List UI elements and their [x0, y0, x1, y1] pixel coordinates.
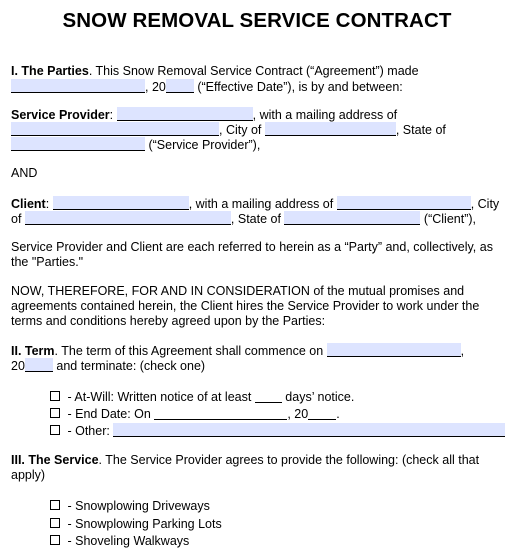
term-heading: II. Term [11, 344, 55, 358]
other-label: - Other: [64, 424, 110, 438]
parties-heading: I. The Parties [11, 64, 89, 78]
effective-date-text: (“Effective Date”), is by and between: [193, 80, 403, 94]
provider-address-field[interactable] [11, 122, 219, 136]
at-will-checkbox[interactable] [50, 391, 60, 401]
driveways-checkbox[interactable] [50, 500, 60, 510]
service-item-walkways [50, 534, 189, 549]
provider-state-field[interactable] [11, 137, 145, 151]
end-date-field[interactable] [154, 406, 287, 420]
service-heading: III. The Service [11, 453, 99, 467]
service-item-label: - Shoveling Walkways [64, 534, 190, 548]
client-line1 [11, 196, 499, 212]
consideration-line1: NOW, THEREFORE, FOR AND IN CONSIDERATION of the mutual promises and [11, 284, 465, 298]
term-start-date-field[interactable] [327, 343, 461, 357]
service-line2: apply) [11, 468, 46, 482]
consideration-line2: agreements contained herein, the Client hires the Service Provider to work under the [11, 299, 480, 313]
term-year-field[interactable] [25, 358, 53, 372]
client-state-text: , State of [230, 212, 281, 226]
client-of-text: of [11, 212, 22, 226]
client-line2 [11, 211, 476, 227]
provider-line3 [11, 137, 260, 153]
provider-mailing-text: , with a mailing address of [252, 108, 398, 122]
client-name-field[interactable] [53, 196, 189, 210]
provider-line1 [11, 107, 397, 123]
other-field[interactable] [113, 423, 505, 437]
at-will-label: - At-Will: Written notice of at least [64, 390, 252, 404]
client-label: Client [11, 197, 46, 211]
consideration-line3: terms and conditions hereby agreed upon by the Parties: [11, 314, 326, 328]
end-date-label: - End Date: On [64, 407, 151, 421]
provider-city-field[interactable] [265, 122, 396, 136]
provider-state-text: , State of [395, 123, 446, 137]
term-line1 [11, 343, 464, 359]
service-line1 [11, 453, 479, 468]
end-date-checkbox[interactable] [50, 408, 60, 418]
service-item-driveways [50, 499, 210, 514]
provider-label: Service Provider [11, 108, 110, 122]
parties-definition-line2: the "Parties." [11, 255, 84, 269]
term-comma: , [460, 344, 465, 358]
client-role-text: (“Client”), [420, 212, 476, 226]
service-item-label: - Snowplowing Driveways [64, 499, 210, 513]
parties-paragraph-line1 [11, 64, 419, 79]
client-colon: : [45, 197, 50, 211]
client-address-field[interactable] [337, 196, 471, 210]
effective-year-prefix: , 20 [145, 80, 166, 94]
term-year-prefix: 20 [11, 359, 25, 373]
at-will-post: days’ notice. [281, 390, 355, 404]
and-text: AND [11, 166, 38, 180]
provider-line2 [11, 122, 446, 138]
option-at-will [50, 389, 354, 405]
provider-role-text: (“Service Provider”), [145, 138, 261, 152]
walkways-checkbox[interactable] [50, 535, 60, 545]
option-end-date [50, 406, 340, 422]
parties-text: . This Snow Removal Service Contract (“Agreement”) made [88, 64, 419, 78]
provider-colon: : [109, 108, 114, 122]
effective-year-field[interactable] [166, 79, 194, 93]
notice-days-field[interactable] [255, 389, 282, 403]
end-date-year-prefix: , 20 [287, 407, 309, 421]
document-title: SNOW REMOVAL SERVICE CONTRACT [62, 9, 452, 32]
parties-definition-line1: Service Provider and Client are each referred to herein as a “Party” and, collectively, as [11, 240, 493, 254]
end-date-year-field[interactable] [308, 406, 336, 420]
service-item-parking-lots [50, 517, 222, 532]
effective-date-field[interactable] [11, 79, 145, 93]
term-line2 [11, 358, 205, 374]
other-checkbox[interactable] [50, 425, 60, 435]
service-item-label: - Snowplowing Parking Lots [64, 517, 222, 531]
option-other [50, 423, 505, 439]
client-city-field[interactable] [25, 211, 231, 225]
parties-paragraph-line2 [11, 79, 403, 95]
client-state-field[interactable] [284, 211, 420, 225]
client-mailing-text: , with a mailing address of [188, 197, 334, 211]
provider-name-field[interactable] [117, 107, 253, 121]
provider-city-text: , City of [219, 123, 262, 137]
term-text: . The term of this Agreement shall commence on [54, 344, 324, 358]
client-city-text: , City [470, 197, 500, 211]
end-date-period: . [336, 407, 340, 421]
term-terminate-text: and terminate: (check one) [52, 359, 206, 373]
parking-lots-checkbox[interactable] [50, 518, 60, 528]
service-text: . The Service Provider agrees to provide the following: (check all that [98, 453, 480, 467]
